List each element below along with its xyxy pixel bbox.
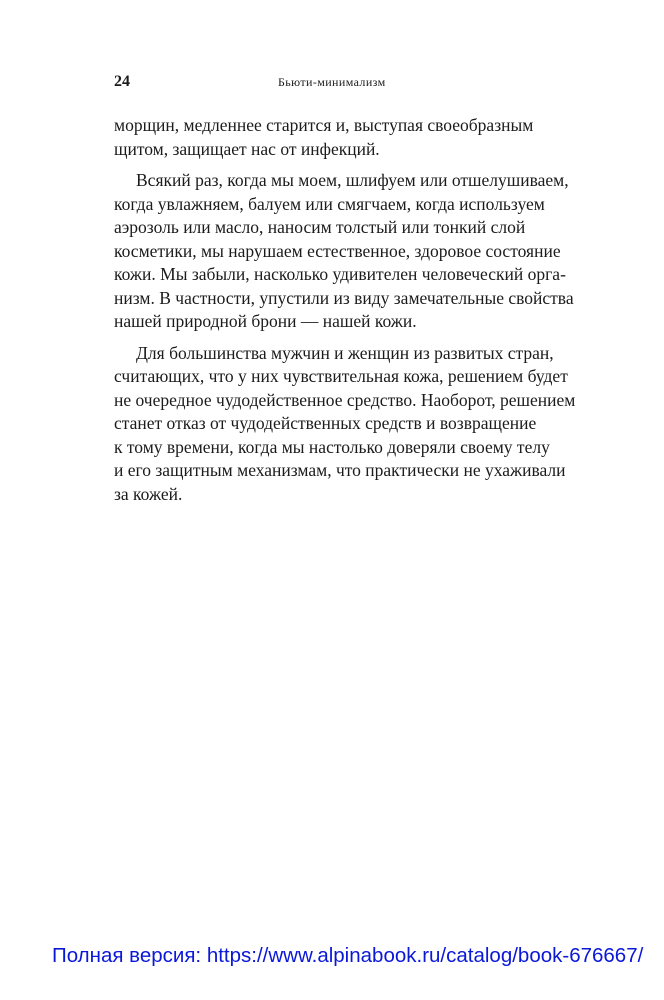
- text-line: за кожей.: [114, 483, 183, 504]
- text-line: косметики, мы нарушаем естественное, здоровое состояние: [114, 240, 561, 261]
- text-line: Для большинства мужчин и женщин из развитых стран,: [136, 342, 554, 363]
- text-line: низм. В частности, упустили из виду замечательные свойства: [114, 287, 574, 308]
- text-line: когда увлажняем, балуем или смягчаем, когда используем: [114, 193, 545, 214]
- text-line: станет отказ от чудодейственных средств и возвращение: [114, 413, 537, 433]
- text-line: морщин, медленнее старится и, выступая своеобразным: [114, 115, 534, 135]
- text-line: Всякий раз, когда мы моем, шлифуем или отшелушиваем,: [136, 170, 569, 190]
- text-line: нашей природной брони — нашей кожи.: [114, 311, 417, 331]
- body-text: [114, 114, 584, 506]
- text-line: к тому времени, когда мы настолько доверяли своему телу: [114, 436, 550, 457]
- page-number: 24: [114, 73, 130, 90]
- text-line: щитом, защищает нас от инфекций.: [114, 138, 380, 159]
- text-line: кожи. Мы забыли, насколько удивителен человеческий орга-: [114, 264, 566, 284]
- text-line: считающих, что у них чувствительная кожа, решением будет: [114, 366, 568, 386]
- full-version-link[interactable]: Полная версия: https://www.alpinabook.ru/catalog/book-676667/: [52, 944, 644, 967]
- paragraph-1: [114, 114, 584, 161]
- text-line: и его защитным механизмам, что практически не ухаживали: [114, 460, 566, 480]
- running-header: [114, 70, 584, 94]
- text-line: не очередное чудодейственное средство. Наоборот, решением: [114, 389, 576, 410]
- paragraph-2: [114, 169, 584, 334]
- paragraph-3: [114, 342, 584, 507]
- text-line: аэрозоль или масло, наносим толстый или тонкий слой: [114, 217, 526, 237]
- running-title: Бьюти-минимализм: [278, 75, 386, 89]
